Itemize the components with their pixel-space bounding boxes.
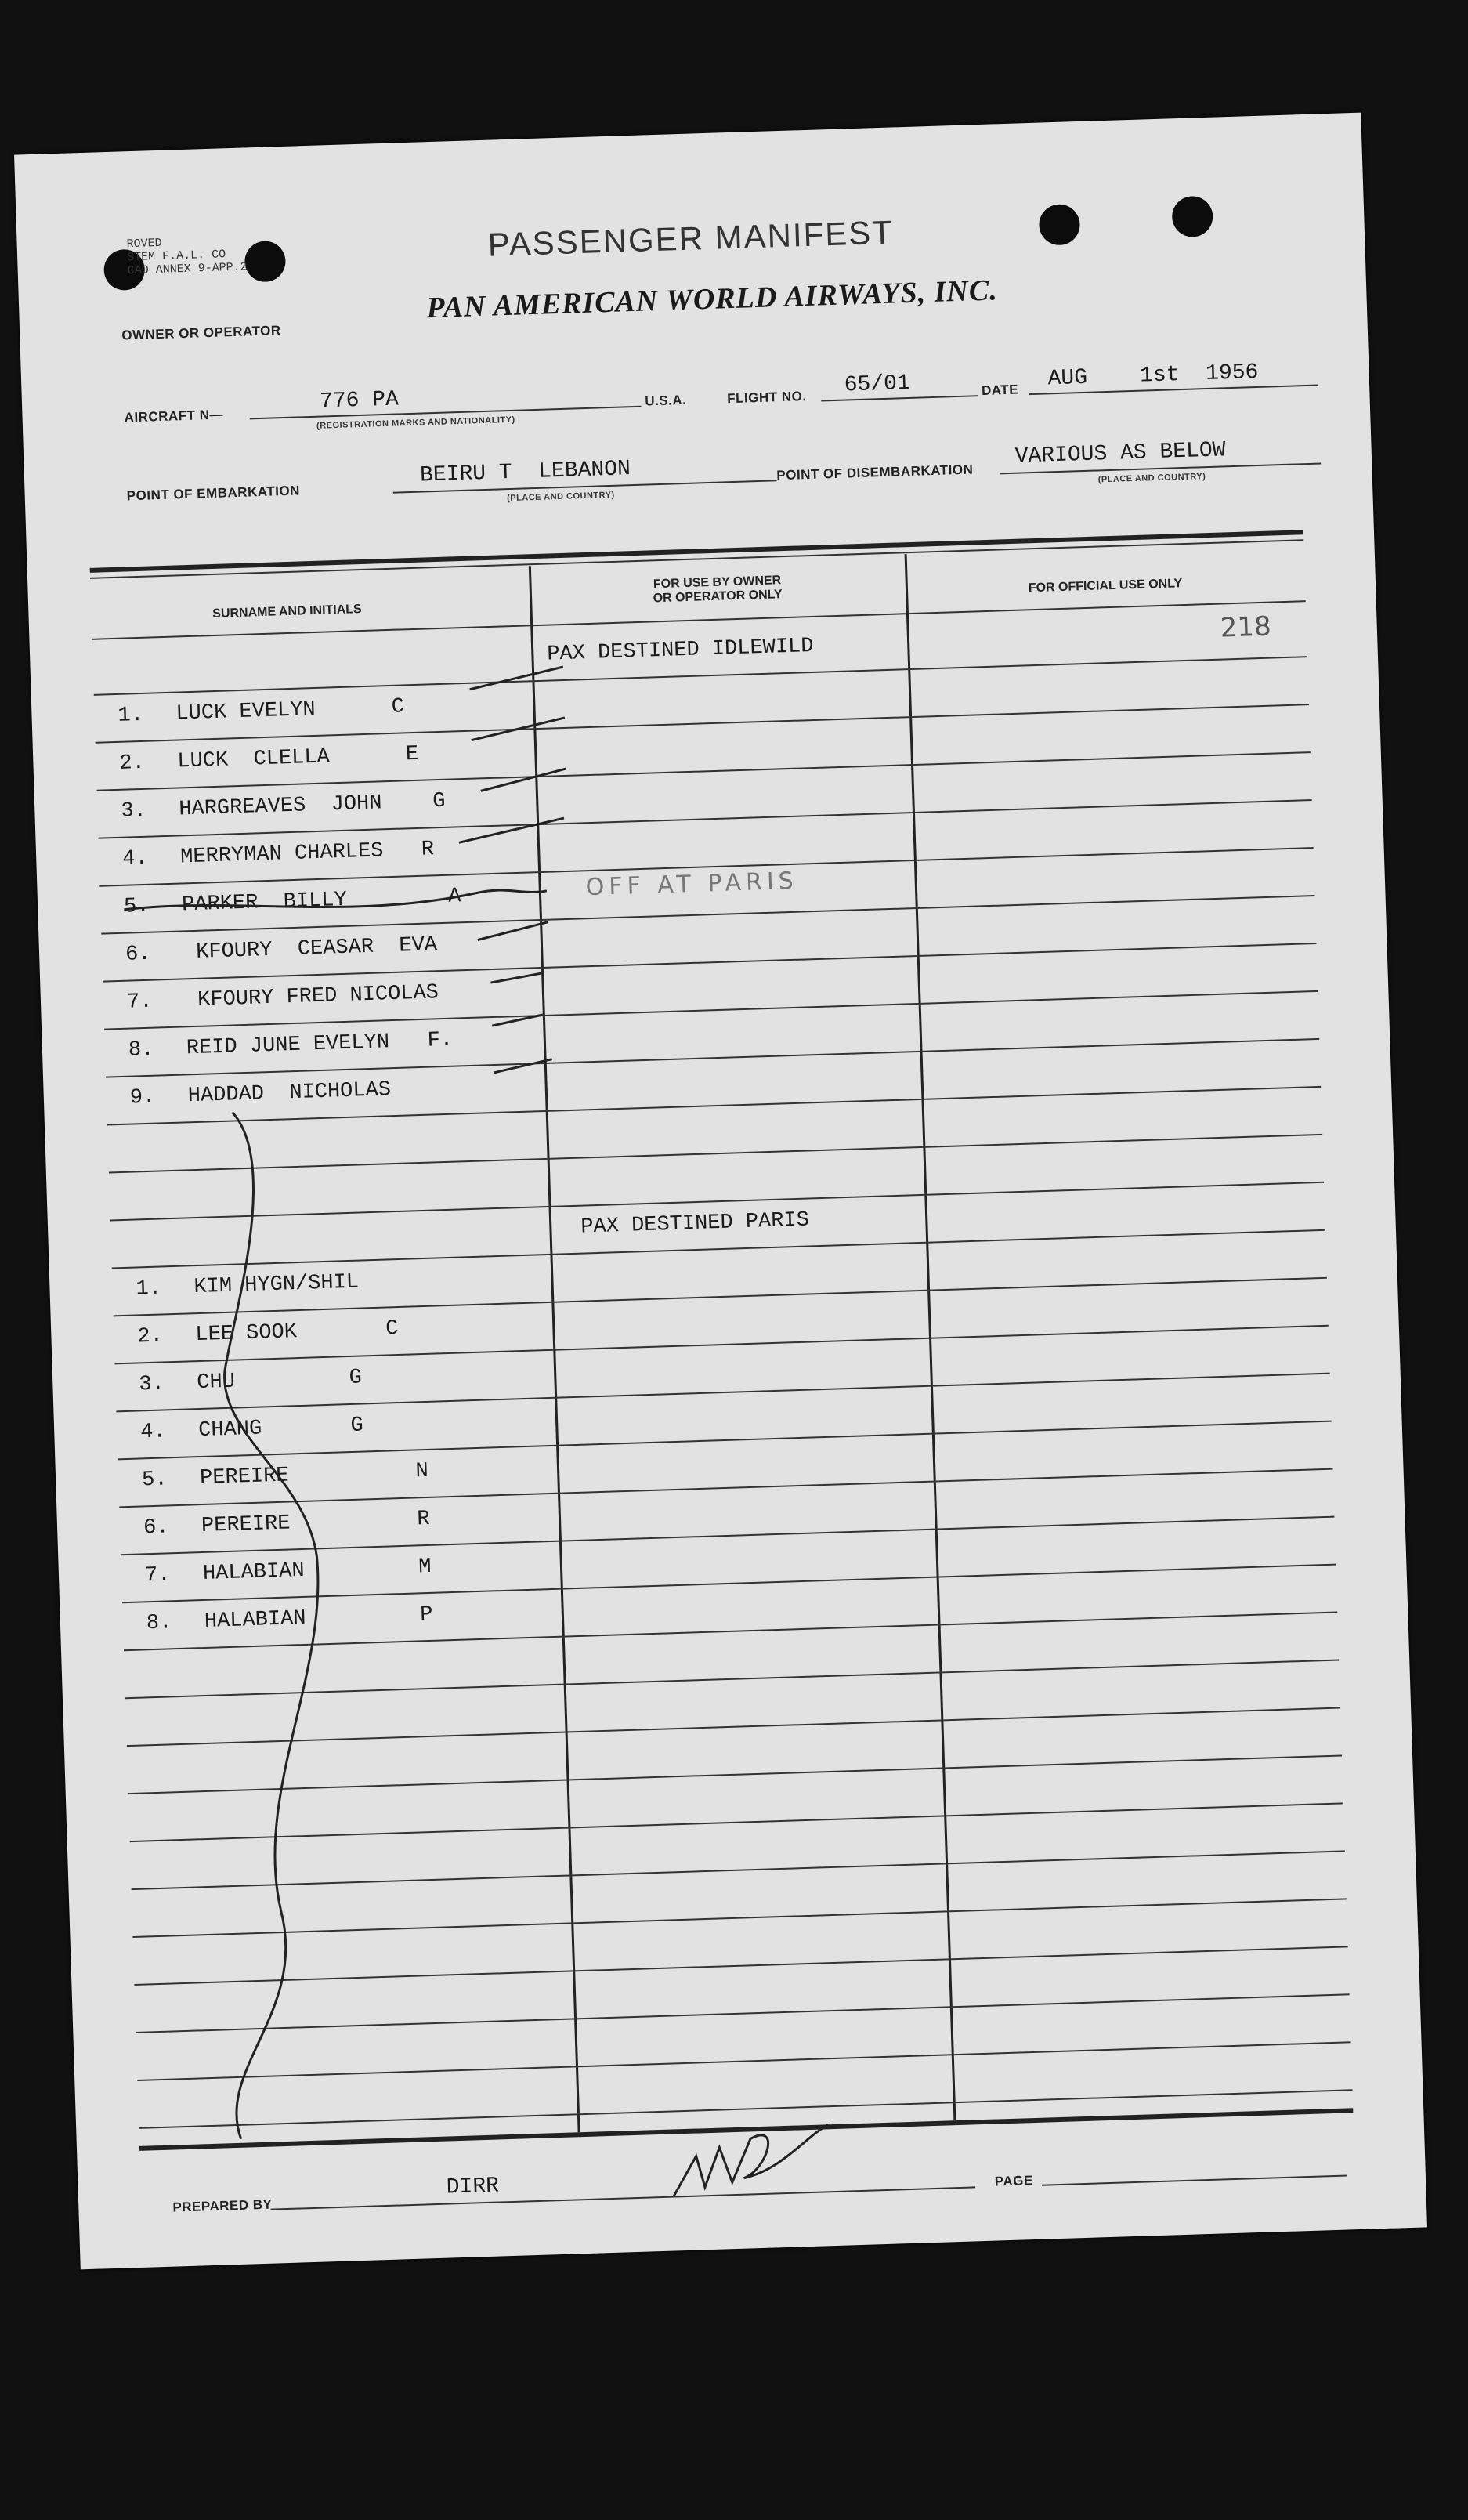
parker-note: OFF AT PARIS [585, 867, 799, 902]
passenger-name: REID JUNE EVELYN F. [186, 1028, 454, 1061]
stamp-line: ROVED [126, 236, 162, 252]
passenger-number: 7. [126, 990, 153, 1015]
passenger-name: LUCK EVELYN C [175, 695, 405, 726]
column-header-name: SURNAME AND INITIALS [212, 603, 362, 621]
official-number: 218 [1220, 610, 1272, 644]
passenger-name: PEREIRE R [201, 1507, 431, 1539]
group-heading: PAX DESTINED IDLEWILD [546, 634, 814, 667]
check-marks [454, 667, 576, 1074]
passenger-name: LUCK CLELLA E [176, 742, 419, 774]
page-label: PAGE [994, 2173, 1034, 2189]
passenger-number: 5. [141, 1468, 168, 1493]
passenger-number: 3. [120, 798, 147, 824]
prepared-label: PREPARED BY [172, 2196, 273, 2215]
aircraft-value: 776 PA [319, 387, 400, 415]
passenger-name: LEE SOOK C [194, 1317, 400, 1348]
passenger-number: 4. [121, 846, 149, 871]
passenger-name: HARGREAVES JOHN G [178, 789, 446, 822]
passenger-name: KFOURY CEASAR EVA [183, 933, 438, 965]
disembarkation-caption: (PLACE AND COUNTRY) [1097, 472, 1206, 485]
column-header-official: FOR OFFICIAL USE ONLY [1028, 577, 1183, 596]
passenger-name: KIM HYGN/SHIL [193, 1270, 360, 1300]
passenger-name: HALABIAN P [204, 1602, 433, 1634]
passenger-number: 5. [123, 894, 150, 919]
ink-marks [14, 113, 1427, 2270]
passenger-name: HADDAD NICHOLAS [187, 1078, 392, 1109]
passenger-number: 2. [137, 1324, 164, 1349]
passenger-number: 1. [118, 703, 144, 728]
passenger-number: 7. [144, 1563, 171, 1588]
passenger-name: KFOURY FRED NICOLAS [184, 981, 439, 1013]
owner-label: OWNER OR OPERATOR [121, 323, 281, 343]
date-label: DATE [981, 382, 1019, 399]
disembarkation-value: VARIOUS AS BELOW [1014, 438, 1226, 469]
stamp-line: STEM F.A.L. CO [126, 248, 226, 265]
date-value: AUG 1st 1956 [1047, 360, 1259, 392]
passenger-number: 6. [125, 942, 152, 967]
passenger-name: CHANG G [197, 1414, 364, 1443]
registration-caption: (REGISTRATION MARKS AND NATIONALITY) [316, 415, 515, 431]
prepared-value: DIRR [446, 2174, 500, 2200]
embarkation-caption: (PLACE AND COUNTRY) [506, 490, 615, 504]
disembarkation-label: POINT OF DISEMBARKATION [776, 462, 974, 483]
passenger-number: 1. [136, 1276, 162, 1302]
embarkation-value: BEIRU T LEBANON [419, 457, 631, 488]
group-heading: PAX DESTINED PARIS [580, 1208, 810, 1240]
flight-value: 65/01 [844, 371, 911, 398]
owner-value: PAN AMERICAN WORLD AIRWAYS, INC. [425, 273, 999, 325]
embarkation-label: POINT OF EMBARKATION [126, 483, 301, 504]
passenger-number: 8. [146, 1611, 172, 1636]
aircraft-label: AIRCRAFT N— [124, 407, 224, 425]
column-header-operator-line: FOR USE BY OWNER [653, 574, 782, 592]
passenger-number: 2. [119, 751, 146, 776]
passenger-name: HALABIAN M [202, 1555, 432, 1586]
passenger-number: 4. [139, 1420, 167, 1445]
stamp-line: CAO ANNEX 9-APP.2 [127, 260, 248, 278]
passenger-number: 8. [128, 1037, 154, 1063]
passenger-name: PEREIRE N [199, 1459, 429, 1491]
manifest-sheet [14, 113, 1427, 2270]
column-header-operator-line: OR OPERATOR ONLY [653, 588, 783, 606]
page-title: PASSENGER MANIFEST [487, 213, 895, 263]
passenger-name: PARKER BILLY A [181, 885, 461, 918]
passenger-number: 6. [143, 1515, 170, 1541]
usa-label: U.S.A. [644, 392, 687, 409]
passenger-name: CHU G [196, 1366, 363, 1396]
passenger-number: 9. [129, 1085, 156, 1110]
passenger-number: 3. [138, 1372, 165, 1397]
flight-label: FLIGHT NO. [726, 389, 807, 407]
passenger-name: MERRYMAN CHARLES R [179, 838, 435, 870]
